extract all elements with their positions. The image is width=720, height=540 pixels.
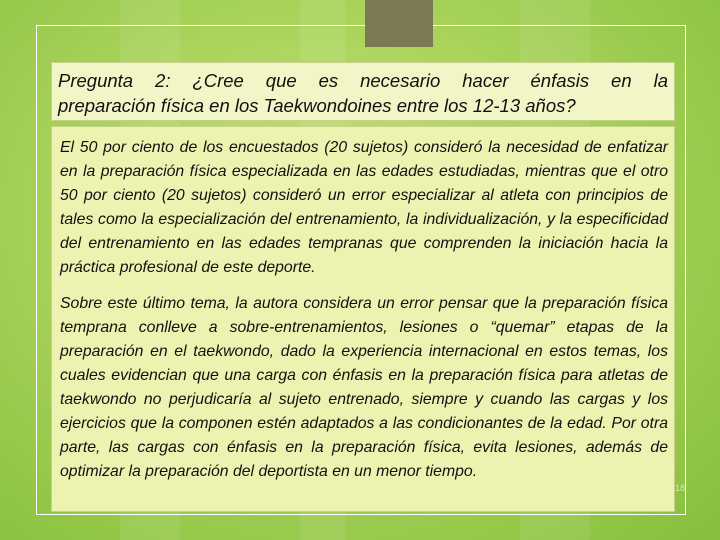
- paragraph-author-opinion: Sobre este último tema, la autora considera un error pensar que la preparación física temprana conlleve a sobre-entrenamientos, lesiones o “quemar” etapas de la preparación en el taekwondo, dado la experiencia internacional en estos temas, los cuales evidencian que una carga con énfasis en la preparación física para atletas de taekwondo no perjudicaría al sujeto entrenado, siempre y cuando las cargas y los ejercicios que la componen estén adaptados a las condicionantes de la edad. Por otra parte, las cargas con énfasis en la preparación física, evita lesiones, además de optimizar la preparación del deportista en un menor tiempo.: [60, 295, 668, 480]
- decorative-header-block: [365, 0, 433, 47]
- slide-number: 18: [675, 483, 686, 493]
- question-title: [51, 62, 675, 121]
- question-title-line-2: preparación física en los Taekwondoines entre los 12-13 años?: [58, 95, 576, 116]
- question-title-line-1: Pregunta 2: ¿Cree que es necesario hacer énfasis en la: [58, 70, 668, 91]
- paragraph-survey-results: El 50 por ciento de los encuestados (20 sujetos) consideró la necesidad de enfatizar en la preparación física especializada en las edades estudiadas, mientras que el otro 50 por ciento (20 sujetos) consideró un error especializar al atleta con principios de tales como la especialización del entrenamiento, la individualización, y la especificidad del entrenamiento en las edades tempranas que comprenden la iniciación hacia la práctica profesional de este deporte.: [60, 139, 668, 276]
- answer-content: [51, 126, 675, 512]
